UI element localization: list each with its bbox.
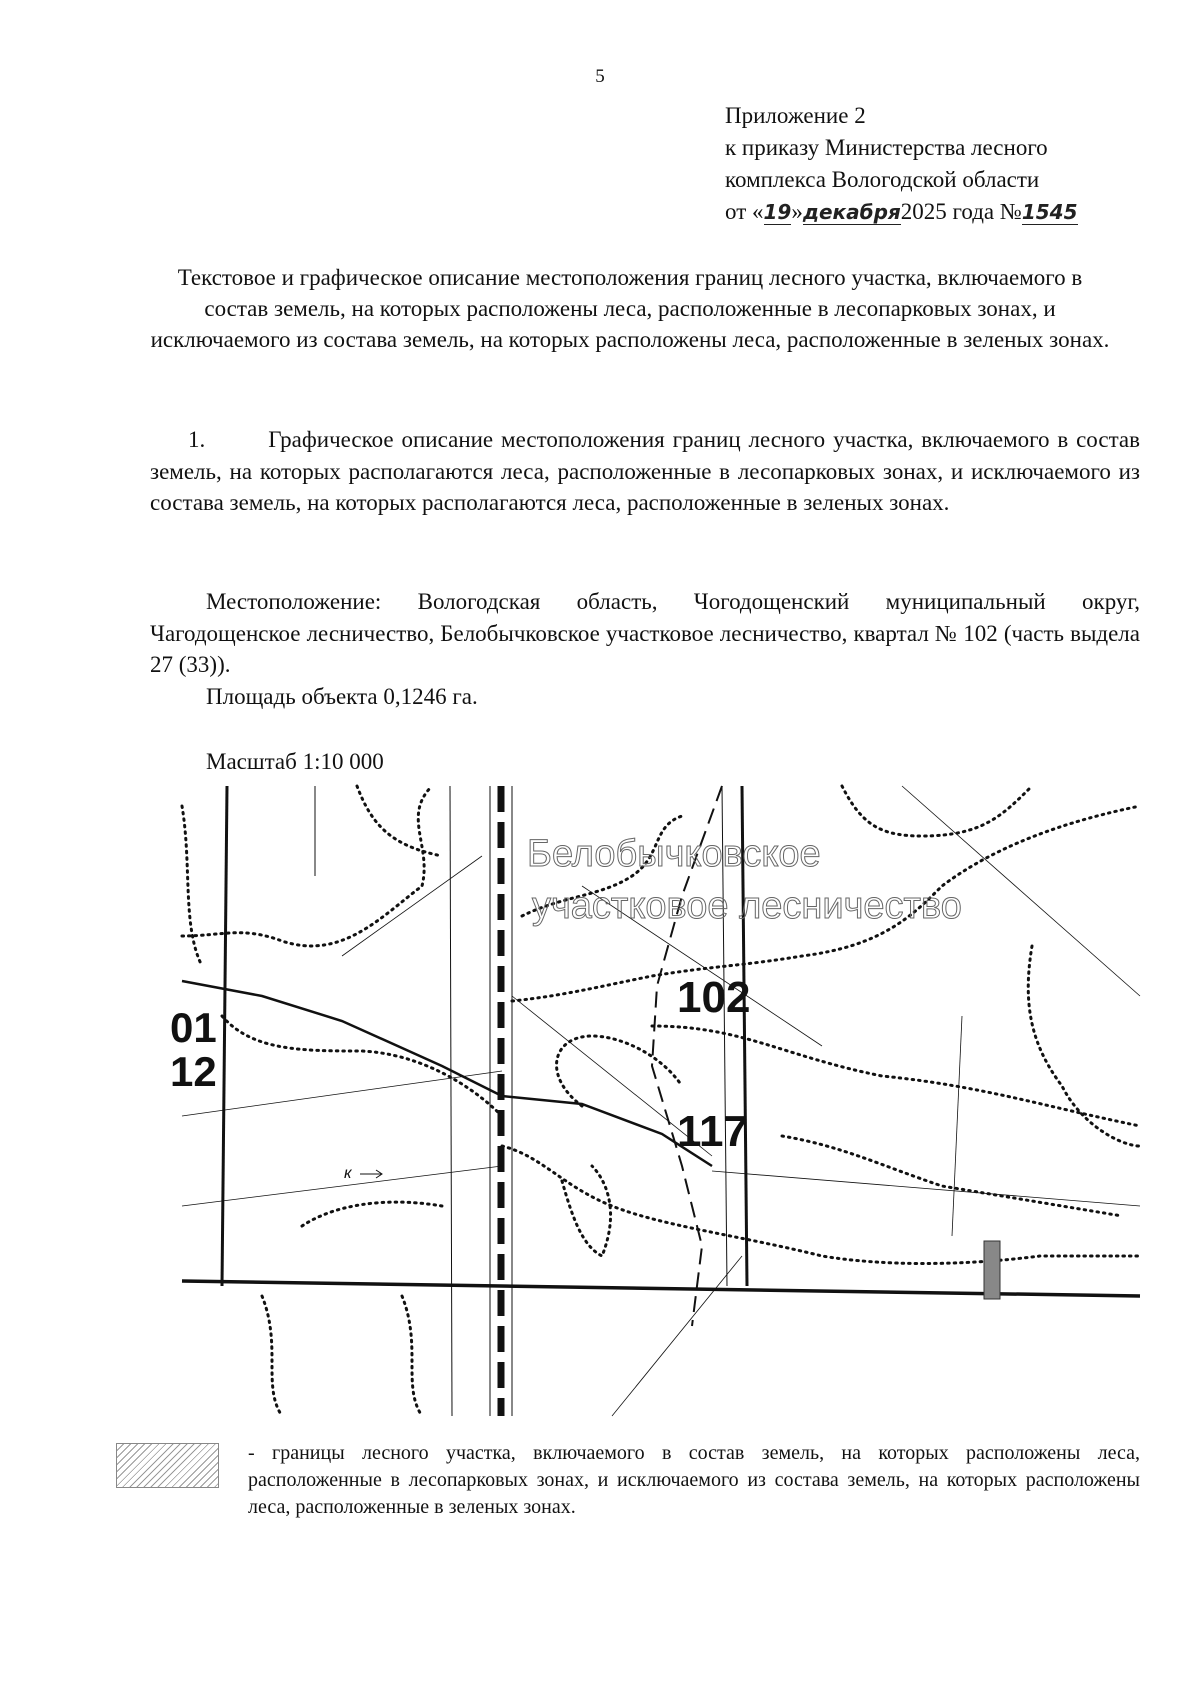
thin-line-9: [952, 1016, 962, 1236]
legend-text: - границы лесного участка, включаемого в состав земель, на которых расположены леса, расположенные в лесопарковых зонах, и исключаемого из состава земель, на которых расположены леса, расположенные в зеленых зонах.: [248, 1442, 1140, 1518]
section-1-text: 1. Графическое описание местоположения границ лесного участка, включаемого в состав земель, на которых располагаются леса, расположенные в лесопарковых зонах, и исключаемого из состава земель, на которых располагаются леса, расположенные в зеленых зонах.: [150, 427, 1140, 515]
dotted-boundary-2: [357, 786, 442, 856]
road-line: [182, 981, 712, 1166]
scale-text: Масштаб 1:10 000: [206, 749, 384, 774]
appendix-line-3: комплекса Вологодской области: [725, 167, 1040, 192]
quarter-number-12: 12: [170, 1048, 217, 1095]
dotted-boundary-13: [262, 1296, 282, 1416]
dotted-boundary-4: [182, 806, 202, 966]
thin-line-3: [342, 856, 482, 956]
year-text: 2025 года №: [900, 199, 1022, 224]
vertical-line-west: [450, 786, 452, 1416]
document-title: Текстовое и графическое описание местоположения границ лесного участка, включаемого в состав земель, на которых расположены леса, расположенные в лесопарковых зонах, и исключаемого из состава земель, на которых расположены леса, расположенные в зеленых зонах.: [150, 265, 1110, 352]
boundary-line-west: [222, 786, 227, 1286]
stream-label-k: к: [344, 1165, 352, 1182]
arrow-icon: [360, 1170, 382, 1178]
date-day-close: »: [791, 199, 803, 224]
dotted-boundary-10: [562, 1166, 611, 1256]
thin-line-2: [182, 1166, 502, 1206]
appendix-line-1: Приложение 2: [725, 103, 866, 128]
date-prefix: от «: [725, 199, 764, 224]
dotted-boundary-5: [502, 1146, 1140, 1264]
forestry-name-line-2: участковое лесничество: [532, 885, 962, 927]
location-text: Местоположение: Вологодская область, Чогодощенский муниципальный округ, Чагодощенское лесничество, Белобычковское участковое лесничество, квартал № 102 (часть выдела 27 (33)).: [150, 589, 1140, 677]
handwritten-number: 1545: [1021, 200, 1078, 224]
dotted-boundary-14: [402, 1296, 422, 1416]
target-plot-hatched: [984, 1241, 1000, 1299]
thin-line-1: [182, 1071, 502, 1116]
appendix-line-2: к приказу Министерства лесного: [725, 135, 1048, 160]
thin-line-8: [612, 1256, 742, 1416]
dotted-boundary-16: [842, 786, 1032, 836]
handwritten-day: 19: [763, 200, 792, 224]
thin-line-7: [712, 1171, 1140, 1206]
forestry-name-line-1: Белобычковское: [527, 833, 821, 875]
handwritten-month: декабря: [802, 200, 901, 224]
area-text: Площадь объекта 0,1246 га.: [206, 684, 478, 709]
dotted-boundary-11: [782, 1136, 1122, 1216]
quarter-number-01: 01: [170, 1004, 217, 1051]
quarter-number-117: 117: [677, 1107, 748, 1156]
quarter-number-102: 102: [677, 973, 751, 1022]
legend-hatched-swatch: [116, 1443, 219, 1488]
appendix-date-line: [725, 196, 1078, 228]
page-number: 5: [595, 66, 605, 87]
dotted-boundary-12: [302, 1202, 442, 1226]
dotted-boundary-15: [1028, 946, 1140, 1146]
dotted-boundary-1: [182, 786, 432, 946]
forest-map: [170, 786, 1140, 1416]
